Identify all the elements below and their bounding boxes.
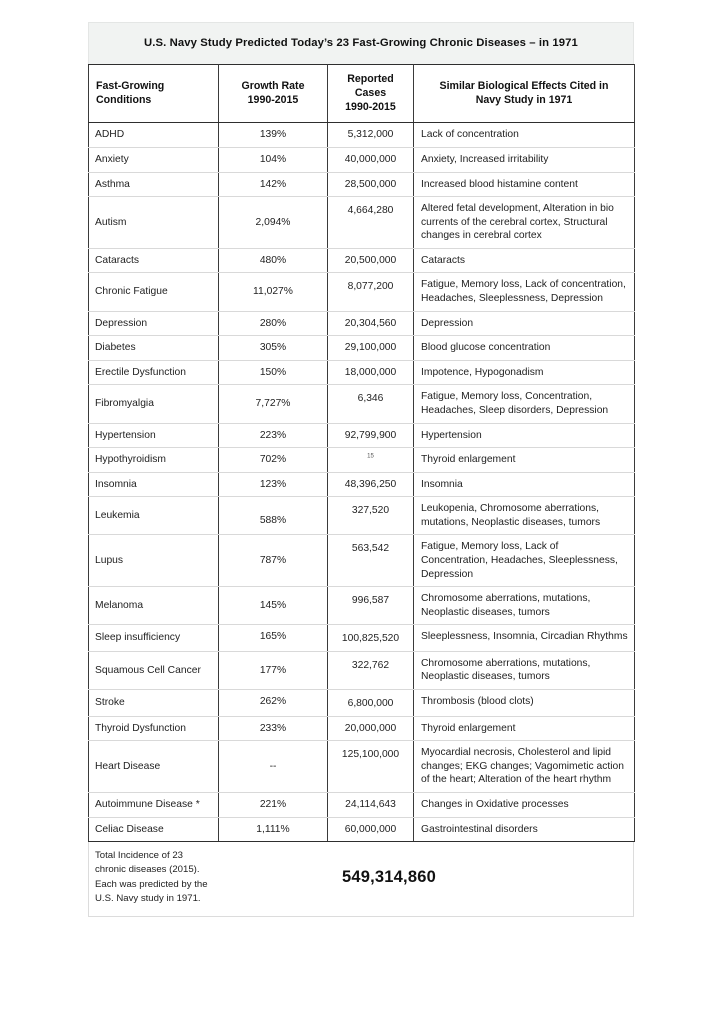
cell-condition: Melanoma [89,587,219,625]
cell-biological-effects: Insomnia [414,472,635,497]
cell-biological-effects: Cataracts [414,248,635,273]
cell-reported-cases: 563,542 [328,535,414,587]
table-row [89,248,635,273]
cell-reported-cases: 28,500,000 [328,172,414,197]
cell-reported-cases: 8,077,200 [328,273,414,311]
cell-biological-effects: Fatigue, Memory loss, Concentration, Headaches, Sleep disorders, Depression [414,385,635,423]
cell-reported-cases: 20,500,000 [328,248,414,273]
cell-reported-cases: 5,312,000 [328,123,414,148]
cell-biological-effects: Chromosome aberrations, mutations, Neoplastic diseases, tumors [414,587,635,625]
cell-growth-rate: 2,094% [219,197,328,249]
table-row [89,690,635,717]
cell-reported-cases [328,448,414,473]
cell-growth-rate: 787% [219,535,328,587]
cell-reported-cases: 996,587 [328,587,414,625]
cell-biological-effects: Increased blood histamine content [414,172,635,197]
table-row [89,148,635,173]
cell-condition: Lupus [89,535,219,587]
cell-biological-effects: Myocardial necrosis, Cholesterol and lipid changes; EKG changes; Vagomimetic action of the heart; Alteration of the heart rhythm [414,741,635,793]
cell-condition: Diabetes [89,336,219,361]
cell-biological-effects: Chromosome aberrations, mutations, Neoplastic diseases, tumors [414,651,635,689]
table-sheet [88,22,634,917]
cell-biological-effects: Anxiety, Increased irritability [414,148,635,173]
cell-growth-rate: 150% [219,360,328,385]
cell-condition: Stroke [89,690,219,717]
cell-biological-effects: Thrombosis (blood clots) [414,690,635,717]
cell-growth-rate: 7,727% [219,385,328,423]
table-row [89,448,635,473]
table-row [89,360,635,385]
reported-cases-footnote-marker: 15 [367,453,374,460]
cell-reported-cases: 60,000,000 [328,817,414,842]
cell-reported-cases: 6,800,000 [328,690,414,717]
table-row [89,423,635,448]
cell-condition: Squamous Cell Cancer [89,651,219,689]
cell-growth-rate: 177% [219,651,328,689]
column-header-growth-rate [219,64,328,123]
cell-reported-cases: 40,000,000 [328,148,414,173]
cell-condition: ADHD [89,123,219,148]
cell-condition: Cataracts [89,248,219,273]
cell-growth-rate: 1,111% [219,817,328,842]
cell-reported-cases: 92,799,900 [328,423,414,448]
cell-biological-effects: Thyroid enlargement [414,716,635,741]
cell-reported-cases: 24,114,643 [328,792,414,817]
cell-growth-rate: 305% [219,336,328,361]
cell-condition: Insomnia [89,472,219,497]
cell-biological-effects: Fatigue, Memory loss, Lack of Concentration, Headaches, Sleeplessness, Depression [414,535,635,587]
cell-reported-cases: 125,100,000 [328,741,414,793]
cell-reported-cases: 29,100,000 [328,336,414,361]
column-header-reported-cases-line2: Cases [354,86,387,99]
cell-condition: Celiac Disease [89,817,219,842]
table-row [89,625,635,652]
footer-note-line4: U.S. Navy study in 1971. [95,893,201,905]
cell-reported-cases: 48,396,250 [328,472,414,497]
column-header-growth-rate-line1: Growth Rate [241,79,305,92]
cell-biological-effects: Gastrointestinal disorders [414,817,635,842]
cell-condition: Erectile Dysfunction [89,360,219,385]
cell-biological-effects: Changes in Oxidative processes [414,792,635,817]
table-title-band [88,22,634,64]
table-row [89,535,635,587]
cell-condition: Leukemia [89,497,219,535]
cell-growth-rate: 11,027% [219,273,328,311]
table-row [89,123,635,148]
table-body [89,123,635,842]
table-row [89,817,635,842]
cell-growth-rate: 165% [219,625,328,652]
total-incidence-value: 549,314,860 [342,868,436,887]
table-row [89,172,635,197]
cell-reported-cases: 100,825,520 [328,625,414,652]
cell-condition: Fibromyalgia [89,385,219,423]
table-row [89,497,635,535]
cell-reported-cases: 322,762 [328,651,414,689]
cell-reported-cases: 4,664,280 [328,197,414,249]
cell-growth-rate: 233% [219,716,328,741]
table-row [89,311,635,336]
cell-condition: Asthma [89,172,219,197]
cell-growth-rate: -- [219,741,328,793]
table-row [89,716,635,741]
cell-condition: Chronic Fatigue [89,273,219,311]
column-header-reported-cases [328,64,414,123]
column-header-reported-cases-line3: 1990-2015 [345,101,396,114]
table-row [89,792,635,817]
table-row [89,741,635,793]
cell-condition: Hypothyroidism [89,448,219,473]
cell-biological-effects: Hypertension [414,423,635,448]
cell-biological-effects: Thyroid enlargement [414,448,635,473]
cell-biological-effects: Blood glucose concentration [414,336,635,361]
column-header-condition [89,64,219,123]
footer-note-line3: Each was predicted by the [95,878,208,890]
cell-growth-rate: 123% [219,472,328,497]
column-header-effects-line1: Similar Biological Effects Cited in [439,79,609,92]
cell-condition: Autism [89,197,219,249]
page-title: U.S. Navy Study Predicted Today’s 23 Fast-Growing Chronic Diseases – in 1971 [144,37,578,49]
table-row [89,472,635,497]
table-header [89,64,635,123]
cell-reported-cases: 18,000,000 [328,360,414,385]
cell-growth-rate: 588% [219,497,328,535]
cell-biological-effects: Fatigue, Memory loss, Lack of concentration, Headaches, Sleeplessness, Depression [414,273,635,311]
table-row [89,273,635,311]
column-header-condition-line2: Conditions [96,93,152,106]
cell-growth-rate: 145% [219,587,328,625]
column-header-effects [414,64,635,123]
footer-note-line2: chronic diseases (2015). [95,864,200,876]
footer-note [89,849,314,907]
table-row [89,336,635,361]
cell-biological-effects: Impotence, Hypogonadism [414,360,635,385]
cell-condition: Anxiety [89,148,219,173]
cell-growth-rate: 104% [219,148,328,173]
cell-growth-rate: 223% [219,423,328,448]
cell-condition: Sleep insufficiency [89,625,219,652]
cell-growth-rate: 139% [219,123,328,148]
cell-reported-cases: 6,346 [328,385,414,423]
table-row [89,587,635,625]
cell-biological-effects: Lack of concentration [414,123,635,148]
table-footer-band [88,842,634,917]
cell-biological-effects: Altered fetal development, Alteration in bio currents of the cerebral cortex, Structural changes in cerebral cortex [414,197,635,249]
column-header-effects-line2: Navy Study in 1971 [475,93,573,106]
column-header-reported-cases-line1: Reported [347,72,394,85]
cell-reported-cases: 327,520 [328,497,414,535]
chronic-disease-table [88,64,635,843]
cell-growth-rate: 280% [219,311,328,336]
cell-growth-rate: 142% [219,172,328,197]
cell-growth-rate: 221% [219,792,328,817]
cell-condition: Thyroid Dysfunction [89,716,219,741]
footer-note-line1: Total Incidence of 23 [95,850,184,862]
table-row [89,197,635,249]
cell-biological-effects: Depression [414,311,635,336]
table-row [89,385,635,423]
cell-growth-rate: 480% [219,248,328,273]
cell-reported-cases: 20,000,000 [328,716,414,741]
cell-condition: Heart Disease [89,741,219,793]
table-row [89,651,635,689]
column-header-growth-rate-line2: 1990-2015 [247,93,299,106]
cell-biological-effects: Leukopenia, Chromosome aberrations, mutations, Neoplastic diseases, tumors [414,497,635,535]
cell-growth-rate: 702% [219,448,328,473]
cell-condition: Hypertension [89,423,219,448]
column-header-condition-line1: Fast-Growing [96,79,165,92]
header-row [89,64,635,123]
cell-condition: Autoimmune Disease * [89,792,219,817]
cell-condition: Depression [89,311,219,336]
cell-reported-cases: 20,304,560 [328,311,414,336]
cell-growth-rate: 262% [219,690,328,717]
cell-biological-effects: Sleeplessness, Insomnia, Circadian Rhythms [414,625,635,652]
